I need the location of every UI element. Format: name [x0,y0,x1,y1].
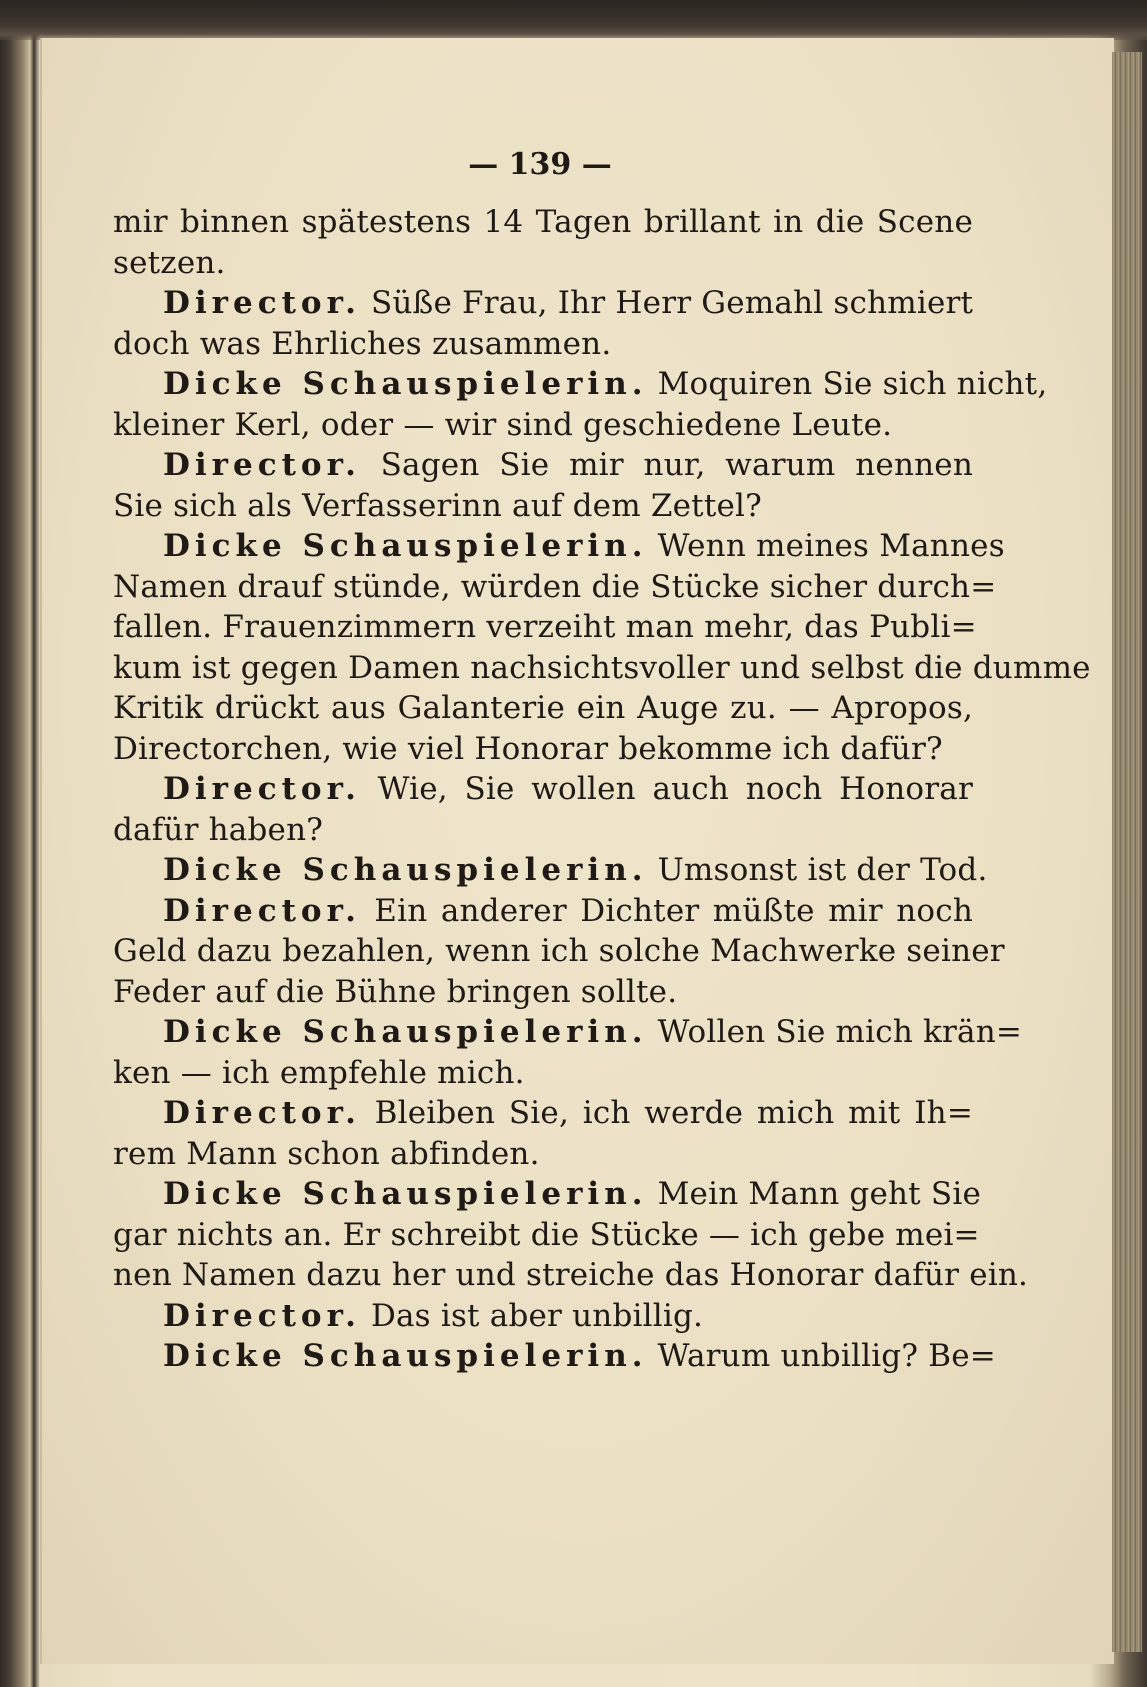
speaker-name: Dicke Schauspielerin. [163,852,648,888]
speaker-name: Director. [163,771,361,807]
text-line [113,445,973,485]
text-line [113,1296,973,1336]
line-text: dafür haben? [113,811,324,848]
text-line [113,850,988,890]
speaker-name: Director. [163,1297,361,1334]
line-text: Umsonst ist der Tod. [657,852,988,888]
text-line [113,1255,1029,1295]
line-text: Directorchen, wie viel Honorar bekomme ich dafür? [113,730,943,767]
line-text: Kritik drückt aus Galanterie ein Auge zu. — Apropos, [113,690,973,726]
speaker-name: Director. [163,285,361,321]
text-line [113,769,973,809]
text-line [113,1174,981,1214]
speaker-name: Dicke Schauspielerin. [163,1176,648,1212]
line-text: Ein anderer Dichter müßte mir noch [374,892,973,929]
speaker-name: Dicke Schauspielerin. [163,1338,648,1374]
line-text: Geld dazu bezahlen, wenn ich solche Machwerke seiner [113,933,1005,969]
text-line [113,972,973,1012]
text-line [113,1215,980,1255]
text-line [113,243,973,283]
text-line [113,729,973,769]
text-line [113,405,973,445]
line-text: Süße Frau, Ihr Herr Gemahl schmiert [370,285,974,321]
text-line [113,648,1091,688]
line-text: Wollen Sie mich krän= [657,1014,1023,1050]
text-line [113,1336,996,1376]
line-text: doch was Ehrliches zusammen. [113,325,612,362]
text-line [113,1093,973,1133]
speaker-name: Dicke Schauspielerin. [163,1014,648,1050]
line-text: nen Namen dazu her und streiche das Honorar dafür ein. [113,1257,1029,1293]
line-text: Warum unbillig? Be= [657,1338,996,1374]
text-line [113,891,973,931]
text-line [113,688,973,728]
line-text: Mein Mann geht Sie [657,1176,981,1212]
line-text: Sie sich als Verfasserinn auf dem Zettel? [113,487,762,524]
line-text: setzen. [113,244,226,281]
line-text: Namen drauf stünde, würden die Stücke sicher durch= [113,568,997,605]
line-text: Moquiren Sie sich nicht, [657,366,1048,402]
text-line [113,607,977,647]
page-number: — 139 — [468,147,612,182]
text-line [113,283,973,323]
text-line [113,364,1048,404]
speaker-name: Director. [163,447,361,483]
speaker-name: Dicke Schauspielerin. [163,366,648,402]
line-text: Wie, Sie wollen auch noch Honorar [377,771,973,807]
line-text: ken — ich empfehle mich. [113,1054,525,1091]
line-text: Bleiben Sie, ich werde mich mit Ih= [374,1095,973,1131]
line-text: gar nichts an. Er schreibt die Stücke — ich gebe mei= [113,1216,980,1253]
line-text: Das ist aber unbillig. [370,1297,704,1334]
speaker-name: Director. [163,1095,361,1131]
line-text: rem Mann schon abfinden. [113,1135,540,1172]
page-edges [1112,52,1142,1652]
line-text: Wenn meines Mannes [657,528,1005,564]
text-line [113,567,997,607]
line-text: kleiner Kerl, oder — wir sind geschiedene Leute. [113,406,893,443]
text-line [113,931,1005,971]
text-line [113,1053,973,1093]
text-line [113,202,973,242]
line-text: mir binnen spätestens 14 Tagen brillant in die Scene [113,204,973,240]
line-text: Sagen Sie mir nur, warum nennen [380,447,973,483]
text-line [113,486,973,526]
line-text: fallen. Frauenzimmern verzeiht man mehr, das Publi= [113,609,977,645]
speaker-name: Dicke Schauspielerin. [163,528,648,564]
text-line [113,324,973,364]
text-line [113,810,973,850]
line-text: Feder auf die Bühne bringen sollte. [113,973,678,1010]
top-shadow [0,0,1147,40]
text-line [113,526,1005,566]
text-line [113,1012,1023,1052]
text-line [113,1134,973,1174]
speaker-name: Director. [163,892,361,929]
line-text: kum ist gegen Damen nachsichtsvoller und selbst die dumme [113,649,1091,686]
